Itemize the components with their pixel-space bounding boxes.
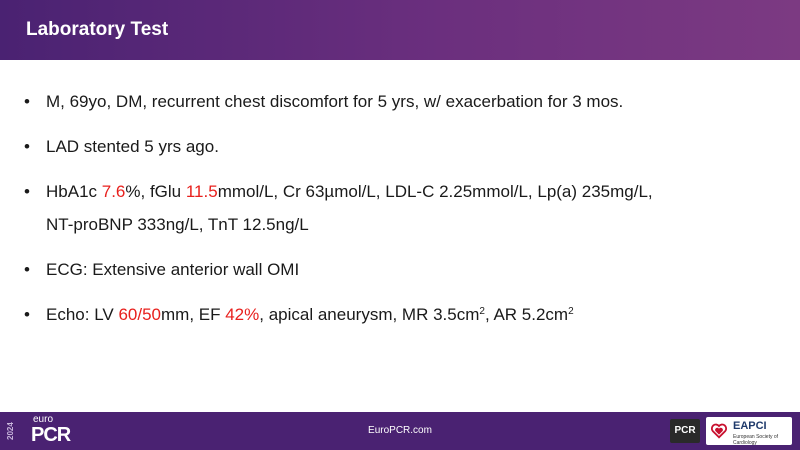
echo-text-3: , apical aneurysm, MR 3.5cm: [259, 305, 480, 324]
eapci-sub-label: European Society of Cardiology: [733, 434, 779, 446]
history-text: LAD stented 5 yrs ago.: [46, 137, 219, 156]
eapci-label: EAPCI: [733, 420, 767, 432]
superscript-mr: 2: [479, 306, 485, 317]
hba1c-value: 7.6: [101, 182, 126, 201]
echo-text-4: , AR 5.2cm: [484, 305, 569, 324]
fglu-value: 11.5: [185, 182, 218, 201]
slide-footer: [0, 412, 800, 450]
slide-header: [0, 0, 800, 60]
slide-title: Laboratory Test: [26, 19, 169, 40]
footer-year: 2024: [6, 422, 15, 440]
europcr-logo: PCR: [31, 424, 71, 446]
footer-url[interactable]: EuroPCR.com: [368, 425, 432, 436]
labs-text-3: mmol/L, Cr 63µmol/L, LDL-C 2.25mmol/L, Lp(a) 235mg/L,: [217, 182, 653, 201]
bullet-labs: [24, 175, 784, 241]
bullet-ecg: [24, 253, 784, 286]
ecg-text: ECG: Extensive anterior wall OMI: [46, 260, 300, 279]
bullet-list: [24, 85, 784, 343]
echo-text-2: mm, EF: [161, 305, 226, 324]
pcr-logo: PCR: [670, 419, 700, 443]
echo-text-1: Echo: LV: [46, 305, 119, 324]
patient-info-text: M, 69yo, DM, recurrent chest discomfort for 5 yrs, w/ exacerbation for 3 mos.: [46, 92, 624, 111]
bullet-echo: [24, 298, 784, 331]
superscript-ar: 2: [568, 306, 574, 317]
bullet-patient-info: [24, 85, 784, 118]
bullet-history: [24, 130, 784, 163]
europcr-logo-small: euro: [33, 414, 54, 425]
labs-text-line2: NT-proBNP 333ng/L, TnT 12.5ng/L: [46, 215, 309, 234]
labs-text-2: %, fGlu: [125, 182, 186, 201]
ef-value: 42%: [225, 305, 260, 324]
heart-icon: [710, 422, 728, 440]
eapci-logo: [706, 417, 792, 445]
lv-value: 60/50: [118, 305, 161, 324]
labs-text-1: HbA1c: [46, 182, 102, 201]
